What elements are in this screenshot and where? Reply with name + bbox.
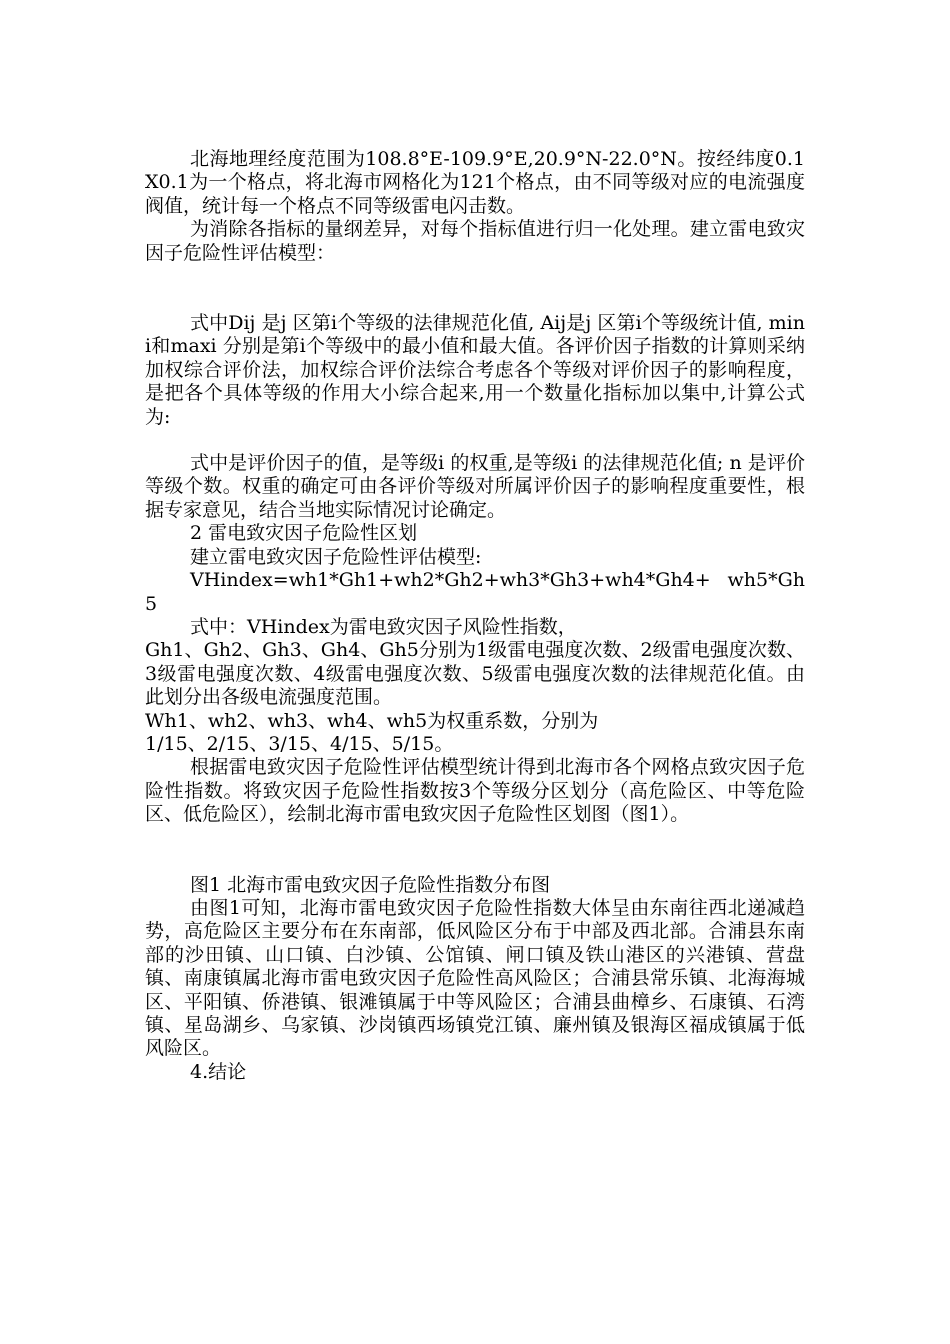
figure-placeholder [145,827,805,874]
paragraph-vhindex-def: 式中：VHindex为雷电致灾因子风险性指数， [190,615,577,638]
formula-placeholder [145,265,805,312]
section-heading-conclusion: 4.结论 [190,1060,247,1083]
formula-placeholder-2 [145,429,805,452]
paragraph-model-intro: 建立雷电致灾因子危险性评估模型: [190,545,482,568]
figure-caption: 图1 北海市雷电致灾因子危险性指数分布图 [190,873,551,896]
paragraph-gh-def: Gh1、Gh2、Gh3、Gh4、Gh5分别为1级雷电强度次数、2级雷电强度次数、3级雷电强度次数、4级雷电强度次数、5级雷电强度次数的法律规范化值。由此划分出各级电流强度范围。 [145,639,805,709]
paragraph-zoning-result: 根据雷电致灾因子危险性评估模型统计得到北海市各个网格点致灾因子危险性指数。将致灾因子危险性指数按3个等级分区划分（高危险区、中等危险区、低危险区），绘制北海市雷电致灾因子危险性区划图（图1）。 [145,756,805,826]
paragraph-geographic-range: 北海地理经度范围为108.8°E-109.9°E,20.9°N-22.0°N。按经纬度0.1X0.1为一个格点，将北海市网格化为121个格点，由不同等级对应的电流强度阀值，统计每一个格点不同等级雷电闪击数。 [145,148,805,217]
paragraph-wh-def: Wh1、wh2、wh3、wh4、wh5为权重系数，分别为 [145,709,599,732]
section-heading-zoning: 2 雷电致灾因子危险性区划 [190,522,418,545]
document-page [145,148,805,1084]
paragraph-analysis: 由图1可知，北海市雷电致灾因子危险性指数大体呈由东南往西北递减趋势，高危险区主要分布在东南部，低风险区分布于中部及西北部。合浦县东南部的沙田镇、山口镇、白沙镇、公馆镇、闸口镇及铁山港区的兴港镇、营盘镇、南康镇属北海市雷电致灾因子危险性高风险区；合浦县常乐镇、北海海城区、平阳镇、侨港镇、银滩镇属于中等风险区；合浦县曲樟乡、石康镇、石湾镇、星岛湖乡、乌家镇、沙岗镇西场镇党江镇、廉州镇及银海区福成镇属于低风险区。 [145,896,805,1060]
paragraph-normalization: 为消除各指标的量纲差异，对每个指标值进行归一化处理。建立雷电致灾因子危险性评估模型： [145,218,805,264]
paragraph-weight-explanation: 式中是评价因子的值，是等级i 的权重,是等级i 的法律规范化值; n 是评价等级个数。权重的确定可由各评价等级对所属评价因子的影响程度重要性，根据专家意见，结合当地实际情况讨论确定。 [145,452,805,521]
paragraph-formula-explanation: 式中Dij 是j 区第i个等级的法律规范化值, Aij是j 区第i个等级统计值, mini和maxi 分别是第i个等级中的最小值和最大值。各评价因子指数的计算则采纳加权综合评价法，加权综合评价法综合考虑各个等级对评价因子的影响程度，是把各个具体等级的作用大小综合起来,用一个数量化指标加以集中,计算公式为: [145,312,805,428]
paragraph-wh-values: 1/15、2/15、3/15、4/15、5/15。 [145,732,454,755]
paragraph-model-formula: VHindex=wh1*Gh1+wh2*Gh2+wh3*Gh3+wh4*Gh4+ wh5*Gh5 [145,569,805,615]
